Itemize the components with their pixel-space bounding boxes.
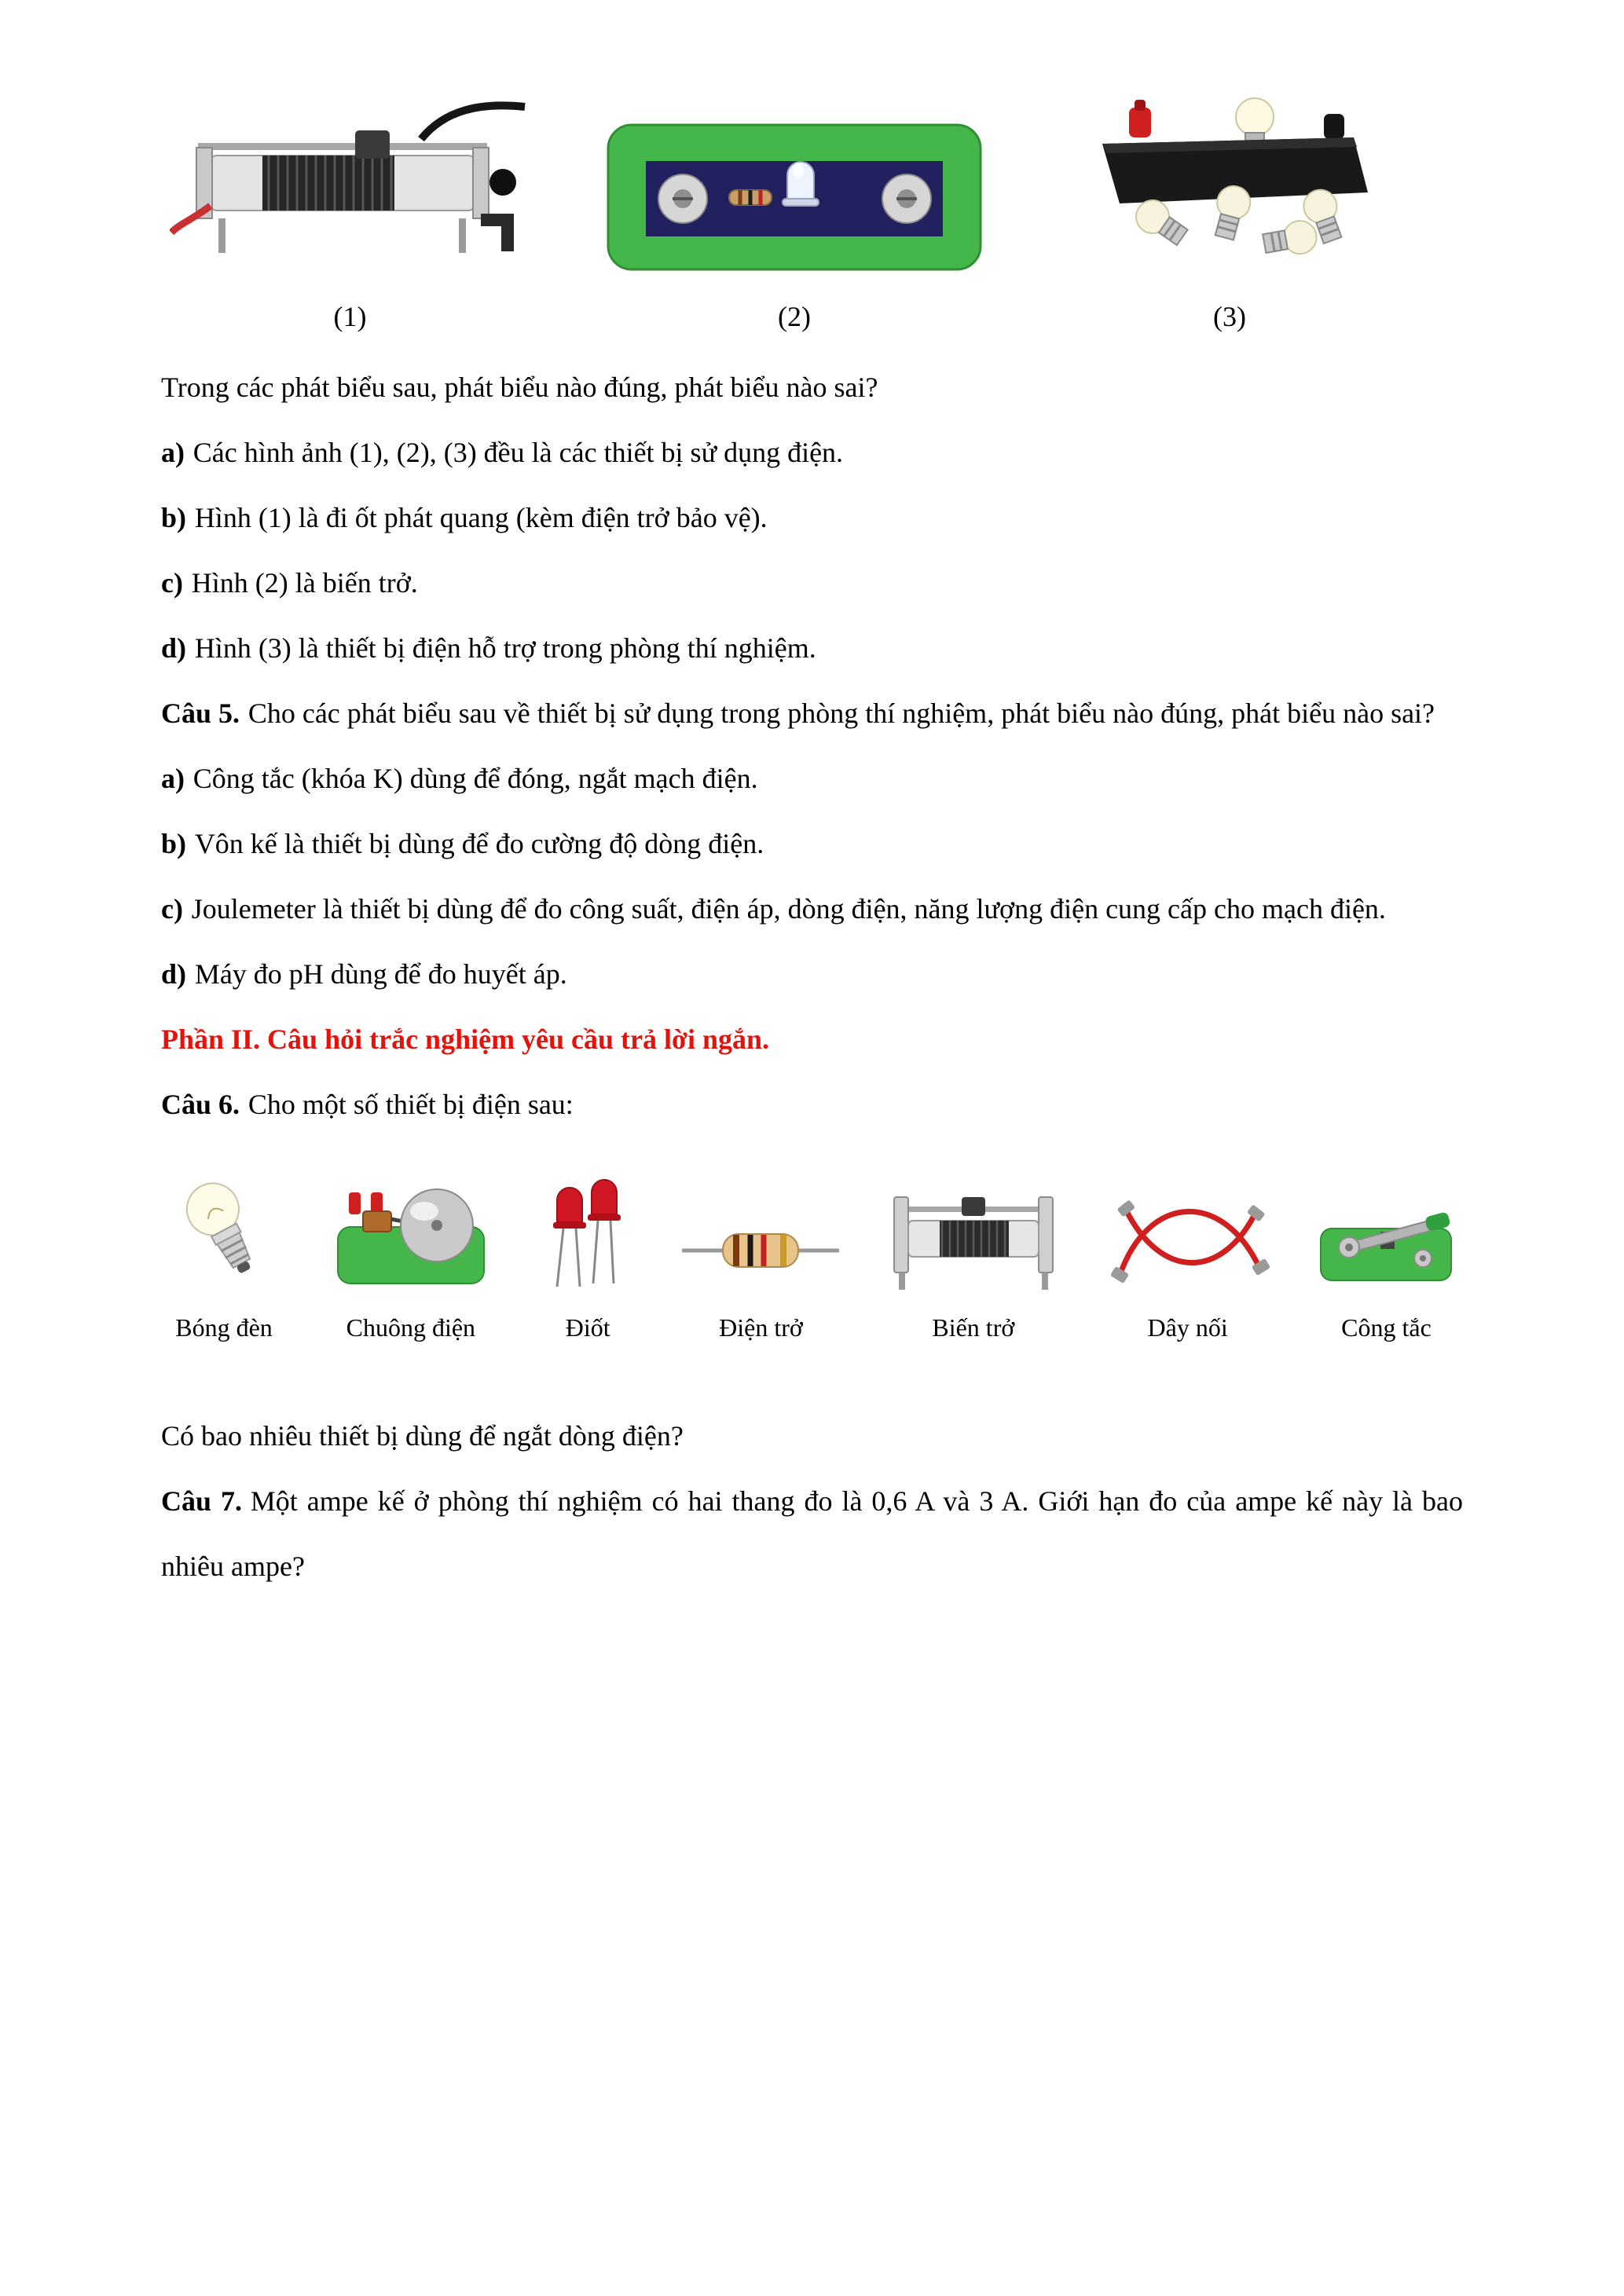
bulb-board-photo — [1087, 88, 1372, 276]
option-text: Hình (1) là đi ốt phát quang (kèm điện trở bảo vệ). — [194, 502, 768, 533]
option-label: d) — [161, 632, 187, 664]
q7-label: Câu 7. — [161, 1485, 242, 1517]
option-text: Hình (2) là biến trở. — [191, 567, 418, 599]
q6-device-row — [161, 1158, 1463, 1342]
switch-icon — [1311, 1158, 1461, 1293]
q4-intro: Trong các phát biểu sau, phát biểu nào đúng, phát biểu nào sai? — [161, 372, 878, 403]
bulb-board-image — [1088, 92, 1371, 276]
q5-option-c — [161, 877, 1463, 942]
option-text: Các hình ảnh (1), (2), (3) đều là các thiết bị sử dụng điện. — [192, 437, 844, 468]
q5-intro-text: Cho các phát biểu sau về thiết bị sử dụng trong phòng thí nghiệm, phát biểu nào đúng, phát biểu nào sai? — [247, 698, 1435, 729]
connecting-wire-icon — [1105, 1158, 1270, 1293]
rheostat-image — [170, 96, 531, 276]
q4-option-d — [161, 616, 1463, 681]
diode-icon — [537, 1158, 639, 1293]
device-label: Công tắc — [1341, 1313, 1432, 1342]
option-text: Máy đo pH dùng để đo huyết áp. — [194, 958, 567, 990]
figure-3-caption: (3) — [1213, 301, 1246, 332]
q5-option-b — [161, 811, 1463, 877]
option-label: c) — [161, 567, 183, 599]
option-label: b) — [161, 502, 187, 533]
device-label: Dây nối — [1147, 1313, 1228, 1342]
device-item-dien-tro — [680, 1158, 841, 1342]
rheostat-icon — [883, 1158, 1064, 1293]
q5-label: Câu 5. — [161, 698, 240, 729]
q4-option-a — [161, 420, 1463, 485]
option-label: c) — [161, 893, 183, 925]
device-item-diot — [535, 1158, 641, 1342]
option-label: a) — [161, 437, 185, 468]
device-label: Bóng đèn — [175, 1313, 273, 1342]
q5-option-a — [161, 746, 1463, 811]
option-text: Joulemeter là thiết bị dùng để đo công suất, điện áp, dòng điện, năng lượng điện cung cấp cho mạch điện. — [191, 893, 1386, 925]
electric-bell-icon — [328, 1158, 493, 1293]
q7-text: Một ampe kế ở phòng thí nghiệm có hai thang đo là 0,6 A và 3 A. Giới hạn đo của ampe kế này là bao nhiêu ampe? — [161, 1485, 1463, 1582]
q6-intro — [161, 1072, 1463, 1137]
figure-1 — [167, 88, 533, 333]
q5-intro — [161, 681, 1463, 746]
option-label: a) — [161, 763, 185, 794]
device-item-bong-den — [161, 1158, 287, 1342]
rheostat-photo — [167, 88, 533, 276]
figure-2-caption: (2) — [778, 301, 811, 332]
device-item-chuong-dien — [326, 1158, 495, 1342]
led-board-image — [602, 115, 987, 276]
q6-label: Câu 6. — [161, 1089, 240, 1120]
figure-2 — [602, 88, 987, 333]
resistor-icon — [682, 1158, 839, 1293]
device-label: Điốt — [565, 1313, 610, 1342]
device-item-cong-tac — [1310, 1158, 1463, 1342]
device-item-day-noi — [1105, 1158, 1270, 1342]
q6-intro-text: Cho một số thiết bị điện sau: — [247, 1089, 574, 1120]
light-bulb-icon — [165, 1158, 283, 1293]
device-item-bien-tro — [881, 1158, 1065, 1342]
figure-3 — [1087, 88, 1372, 333]
device-label: Biến trở — [932, 1313, 1015, 1342]
question4-figures — [161, 88, 1463, 333]
device-label: Chuông điện — [346, 1313, 476, 1342]
option-text: Công tắc (khóa K) dùng để đóng, ngắt mạch điện. — [192, 763, 758, 794]
q7-paragraph — [161, 1469, 1463, 1599]
led-board-photo — [602, 88, 987, 276]
q4-option-c — [161, 551, 1463, 616]
part2-heading: Phần II. Câu hỏi trắc nghiệm yêu cầu trả lời ngắn. — [161, 1023, 769, 1055]
loose-bulb — [1262, 218, 1319, 260]
q4-option-b — [161, 485, 1463, 551]
q6-question: Có bao nhiêu thiết bị dùng để ngắt dòng điện? — [161, 1420, 684, 1452]
option-label: b) — [161, 828, 187, 859]
figure-1-caption: (1) — [333, 301, 367, 332]
option-text: Vôn kế là thiết bị dùng để đo cường độ dòng điện. — [194, 828, 764, 859]
option-label: d) — [161, 958, 187, 990]
option-text: Hình (3) là thiết bị điện hỗ trợ trong phòng thí nghiệm. — [194, 632, 816, 664]
device-label: Điện trở — [719, 1313, 803, 1342]
q5-option-d — [161, 942, 1463, 1007]
